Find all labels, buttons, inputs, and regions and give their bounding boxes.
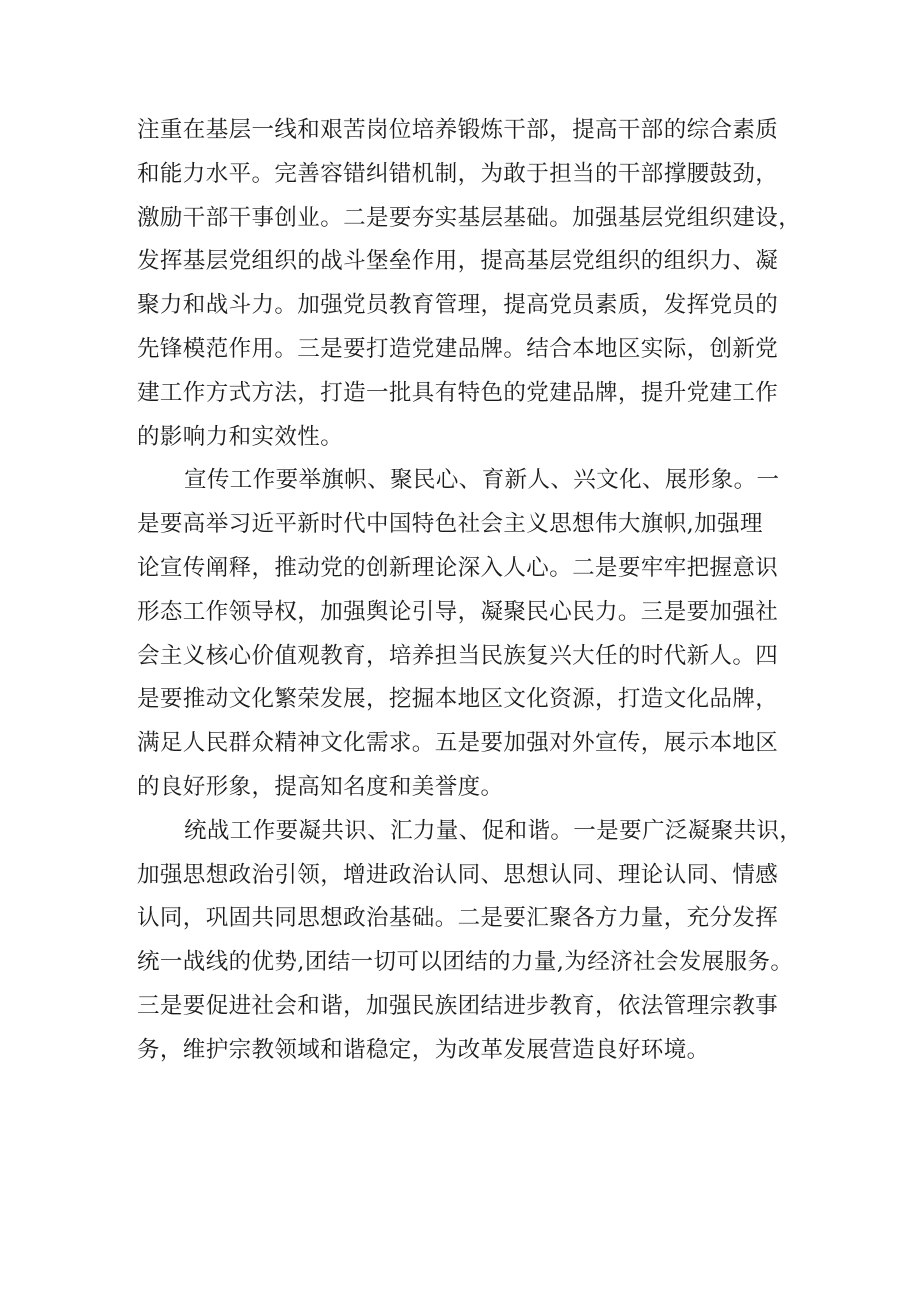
text-line: 宣传工作要举旗帜、聚民心、育新人、兴文化、展形象。一 [184,467,780,494]
text-line: 论宣传阐释，推动党的创新理论深入人心。二是要牢牢把握意识 [137,554,779,581]
text-line: 先锋模范作用。三是要打造党建品牌。结合本地区实际，创新党 [137,335,779,362]
text-line: 务，维护宗教领域和谐稳定，为改革发展营造良好环境。 [137,1036,710,1063]
text-line: 的影响力和实效性。 [137,423,344,450]
text-line: 认同，巩固共同思想政治基础。二是要汇聚各方力量，充分发挥 [137,905,779,932]
paragraph-party-building [137,112,802,455]
text-line: 聚力和战斗力。加强党员教育管理，提高党员素质，发挥党员的 [137,292,779,319]
text-line: 统一战线的优势,团结一切可以团结的力量,为经济社会发展服务。 [137,949,794,976]
text-line: 和能力水平。完善容错纠错机制，为敢于担当的干部撑腰鼓劲， [137,160,779,187]
text-line: 是要高举习近平新时代中国特色社会主义思想伟大旗帜,加强理 [137,511,763,538]
text-line: 的良好形象，提高知名度和美誉度。 [137,773,504,800]
text-line: 加强思想政治引领，增进政治认同、思想认同、理论认同、情感 [137,861,779,888]
text-line: 满足人民群众精神文化需求。五是要加强对外宣传，展示本地区 [137,730,779,757]
paragraph-united-front-work [137,813,803,1068]
text-line: 三是要促进社会和谐，加强民族团结进步教育，依法管理宗教事 [137,992,779,1019]
text-line: 建工作方式方法，打造一批具有特色的党建品牌，提升党建工作 [137,379,779,406]
body-text [137,112,803,1076]
text-line: 是要推动文化繁荣发展，挖掘本地区文化资源，打造文化品牌， [137,686,779,713]
text-line: 注重在基层一线和艰苦岗位培养锻炼干部，提高干部的综合素质 [137,117,779,143]
text-line: 激励干部干事创业。二是要夯实基层基础。加强基层党组织建设， [137,204,802,231]
text-line: 发挥基层党组织的战斗堡垒作用，提高基层党组织的组织力、凝 [137,248,779,275]
text-line: 形态工作领导权，加强舆论引导，凝聚民心民力。三是要加强社 [137,598,779,625]
paragraph-publicity-work [137,462,797,805]
text-line: 统战工作要凝共识、汇力量、促和谐。一是要广泛凝聚共识， [184,817,803,844]
text-line: 会主义核心价值观教育，培养担当民族复兴大任的时代新人。四 [137,642,779,669]
